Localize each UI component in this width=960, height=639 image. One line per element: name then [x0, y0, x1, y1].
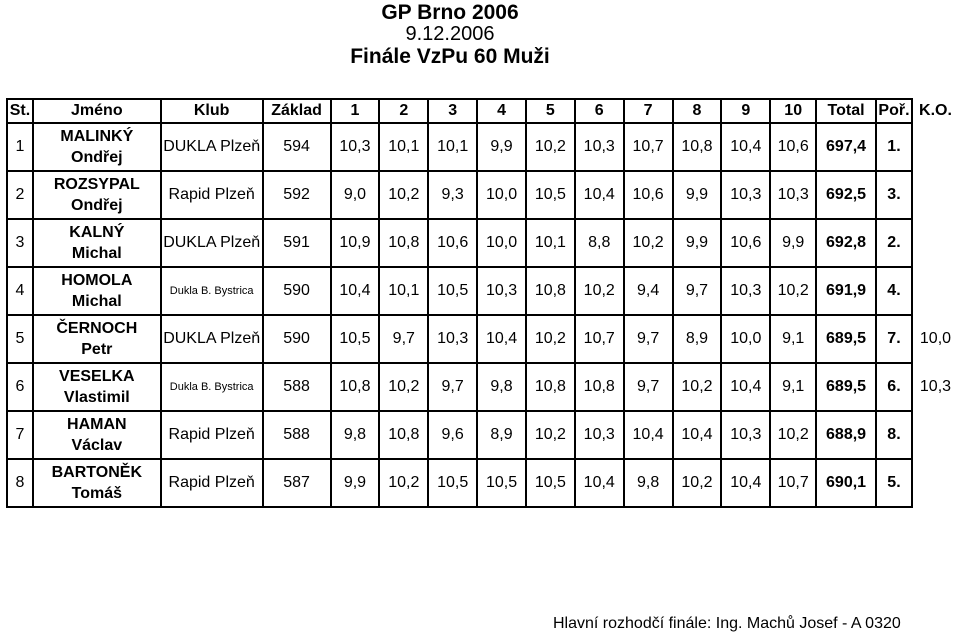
- total-score: 688,9: [816, 411, 876, 459]
- knockout-score: 10,0: [919, 330, 952, 347]
- column-header: Jméno: [33, 99, 161, 123]
- shot-score: 9,7: [673, 267, 722, 315]
- club: Rapid Plzeň: [161, 411, 263, 459]
- shot-score: 9,7: [624, 315, 673, 363]
- shot-score: 10,1: [526, 219, 575, 267]
- shot-score: 10,1: [379, 267, 428, 315]
- shot-score: 10,5: [428, 267, 477, 315]
- column-header: Základ: [263, 99, 331, 123]
- column-header: Total: [816, 99, 876, 123]
- rank: 1.: [876, 123, 912, 171]
- shot-score: 10,8: [673, 123, 722, 171]
- total-score: 691,9: [816, 267, 876, 315]
- knockout-score: [912, 171, 959, 219]
- shot-score: 10,6: [770, 123, 816, 171]
- shot-score: 10,2: [379, 459, 428, 507]
- surname: ROZSYPAL: [53, 176, 140, 193]
- club: DUKLA Plzeň: [161, 123, 263, 171]
- rank: 2.: [876, 219, 912, 267]
- shot-score: 10,2: [770, 267, 816, 315]
- given-name: Michal: [71, 293, 122, 310]
- shot-score: 10,8: [379, 219, 428, 267]
- shot-score: 10,8: [526, 267, 575, 315]
- surname: VESELKA: [59, 368, 135, 385]
- club: DUKLA Plzeň: [161, 219, 263, 267]
- shot-score: 10,5: [526, 171, 575, 219]
- base-score: 588: [263, 363, 331, 411]
- shot-score: 10,5: [526, 459, 575, 507]
- table-row: [7, 411, 959, 459]
- club: Rapid Plzeň: [161, 459, 263, 507]
- shot-score: 9,4: [624, 267, 673, 315]
- surname: KALNÝ: [69, 224, 125, 241]
- start-number: 3: [7, 219, 33, 267]
- club: Dukla B. Bystrica: [161, 267, 263, 315]
- total-score: 692,5: [816, 171, 876, 219]
- given-name: Petr: [81, 341, 113, 358]
- column-header: K.O.: [919, 102, 952, 119]
- shot-score: 8,8: [575, 219, 624, 267]
- competitor-name: [33, 315, 161, 363]
- table-row: [7, 459, 959, 507]
- shot-score: 10,0: [477, 219, 526, 267]
- shot-score: 9,8: [624, 459, 673, 507]
- shot-score: 10,2: [770, 411, 816, 459]
- club: DUKLA Plzeň: [161, 315, 263, 363]
- shot-score: 9,0: [331, 171, 380, 219]
- header-row: [7, 99, 959, 123]
- table-row: [7, 219, 959, 267]
- shot-score: 9,8: [477, 363, 526, 411]
- total-score: 697,4: [816, 123, 876, 171]
- given-name: Ondřej: [71, 197, 123, 214]
- shot-score: 10,2: [379, 171, 428, 219]
- start-number: 2: [7, 171, 33, 219]
- table-row: [7, 267, 959, 315]
- base-score: 592: [263, 171, 331, 219]
- shot-score: 9,9: [673, 171, 722, 219]
- shot-score: 9,8: [331, 411, 380, 459]
- given-name: Tomáš: [71, 485, 123, 502]
- rank: 5.: [876, 459, 912, 507]
- shot-score: 10,4: [575, 171, 624, 219]
- shot-score: 9,6: [428, 411, 477, 459]
- shot-score: 10,4: [331, 267, 380, 315]
- rank: 3.: [876, 171, 912, 219]
- shot-score: 10,7: [770, 459, 816, 507]
- shot-score: 10,3: [477, 267, 526, 315]
- base-score: 590: [263, 267, 331, 315]
- shot-score: 10,2: [526, 315, 575, 363]
- shot-score: 10,2: [673, 459, 722, 507]
- total-score: 692,8: [816, 219, 876, 267]
- start-number: 4: [7, 267, 33, 315]
- shot-score: 9,9: [477, 123, 526, 171]
- event-title: GP Brno 2006: [381, 1, 519, 24]
- shot-score: 10,8: [526, 363, 575, 411]
- start-number: 8: [7, 459, 33, 507]
- surname: MALINKÝ: [60, 128, 134, 145]
- competitor-name: [33, 267, 161, 315]
- event-category: Finále VzPu 60 Muži: [350, 45, 550, 68]
- surname: HAMAN: [67, 416, 127, 433]
- shot-score: 10,2: [526, 123, 575, 171]
- shot-score: 10,9: [331, 219, 380, 267]
- shot-score: 8,9: [673, 315, 722, 363]
- column-header: 7: [624, 99, 673, 123]
- competitor-name: [33, 411, 161, 459]
- total-score: 690,1: [816, 459, 876, 507]
- base-score: 594: [263, 123, 331, 171]
- shot-score: 10,1: [428, 123, 477, 171]
- shot-score: 10,8: [575, 363, 624, 411]
- competitor-name: [33, 363, 161, 411]
- start-number: 7: [7, 411, 33, 459]
- table-row: [7, 315, 959, 363]
- shot-score: 10,7: [624, 123, 673, 171]
- shot-score: 10,2: [379, 363, 428, 411]
- shot-score: 10,4: [721, 123, 770, 171]
- column-header: Poř.: [876, 99, 912, 123]
- column-header: 3: [428, 99, 477, 123]
- shot-score: 10,1: [379, 123, 428, 171]
- shot-score: 10,3: [428, 315, 477, 363]
- competitor-name: [33, 219, 161, 267]
- surname: HOMOLA: [61, 272, 133, 289]
- shot-score: 10,4: [575, 459, 624, 507]
- shot-score: 10,4: [721, 459, 770, 507]
- shot-score: 10,3: [721, 411, 770, 459]
- shot-score: 10,6: [721, 219, 770, 267]
- shot-score: 10,3: [721, 171, 770, 219]
- column-header: 9: [721, 99, 770, 123]
- shot-score: 10,4: [721, 363, 770, 411]
- shot-score: 10,3: [770, 171, 816, 219]
- shot-score: 10,5: [428, 459, 477, 507]
- shot-score: 10,8: [331, 363, 380, 411]
- shot-score: 10,2: [624, 219, 673, 267]
- table-row: [7, 123, 959, 171]
- shot-score: 10,0: [477, 171, 526, 219]
- shot-score: 9,9: [770, 219, 816, 267]
- table-row: [7, 171, 959, 219]
- shot-score: 9,9: [331, 459, 380, 507]
- shot-score: 10,2: [673, 363, 722, 411]
- referee-note: Hlavní rozhodčí finále: Ing. Machů Josef - A 0320: [553, 615, 901, 632]
- knockout-score: [912, 219, 959, 267]
- surname: ČERNOCH: [56, 320, 138, 337]
- shot-score: 9,9: [673, 219, 722, 267]
- knockout-score: 10,3: [919, 378, 952, 395]
- given-name: Ondřej: [71, 149, 123, 166]
- competitor-name: [33, 459, 161, 507]
- shot-score: 10,4: [624, 411, 673, 459]
- shot-score: 9,1: [770, 315, 816, 363]
- shot-score: 10,5: [331, 315, 380, 363]
- rank: 8.: [876, 411, 912, 459]
- shot-score: 9,7: [379, 315, 428, 363]
- start-number: 5: [7, 315, 33, 363]
- shot-score: 10,2: [575, 267, 624, 315]
- surname: BARTONĚK: [51, 464, 142, 481]
- shot-score: 10,6: [624, 171, 673, 219]
- shot-score: 10,3: [575, 123, 624, 171]
- shot-score: 10,8: [379, 411, 428, 459]
- shot-score: 9,7: [428, 363, 477, 411]
- shot-score: 10,0: [721, 315, 770, 363]
- rank: 6.: [876, 363, 912, 411]
- shot-score: 9,7: [624, 363, 673, 411]
- start-number: 1: [7, 123, 33, 171]
- total-score: 689,5: [816, 363, 876, 411]
- competitor-name: [33, 171, 161, 219]
- shot-score: 9,1: [770, 363, 816, 411]
- total-score: 689,5: [816, 315, 876, 363]
- column-header: 10: [770, 99, 816, 123]
- given-name: Michal: [71, 245, 122, 262]
- base-score: 588: [263, 411, 331, 459]
- club: Dukla B. Bystrica: [161, 363, 263, 411]
- column-header: 8: [673, 99, 722, 123]
- column-header: 5: [526, 99, 575, 123]
- club: Rapid Plzeň: [161, 171, 263, 219]
- shot-score: 10,6: [428, 219, 477, 267]
- shot-score: 10,4: [673, 411, 722, 459]
- results-table: [6, 98, 960, 508]
- start-number: 6: [7, 363, 33, 411]
- column-header: 2: [379, 99, 428, 123]
- knockout-score: [912, 411, 959, 459]
- shot-score: 10,3: [721, 267, 770, 315]
- column-header: St.: [7, 99, 33, 123]
- column-header: 6: [575, 99, 624, 123]
- rank: 4.: [876, 267, 912, 315]
- shot-score: 10,3: [575, 411, 624, 459]
- base-score: 591: [263, 219, 331, 267]
- rank: 7.: [876, 315, 912, 363]
- knockout-score: [912, 123, 959, 171]
- given-name: Vlastimil: [63, 389, 130, 406]
- shot-score: 10,3: [331, 123, 380, 171]
- column-header: 4: [477, 99, 526, 123]
- shot-score: 10,7: [575, 315, 624, 363]
- shot-score: 9,3: [428, 171, 477, 219]
- base-score: 590: [263, 315, 331, 363]
- shot-score: 10,4: [477, 315, 526, 363]
- competitor-name: [33, 123, 161, 171]
- knockout-score: [912, 267, 959, 315]
- knockout-score: [912, 459, 959, 507]
- shot-score: 8,9: [477, 411, 526, 459]
- column-header: 1: [331, 99, 380, 123]
- shot-score: 10,2: [526, 411, 575, 459]
- event-date: 9.12.2006: [405, 23, 495, 45]
- table-row: [7, 363, 959, 411]
- base-score: 587: [263, 459, 331, 507]
- shot-score: 10,5: [477, 459, 526, 507]
- given-name: Václav: [71, 437, 123, 454]
- column-header: Klub: [161, 99, 263, 123]
